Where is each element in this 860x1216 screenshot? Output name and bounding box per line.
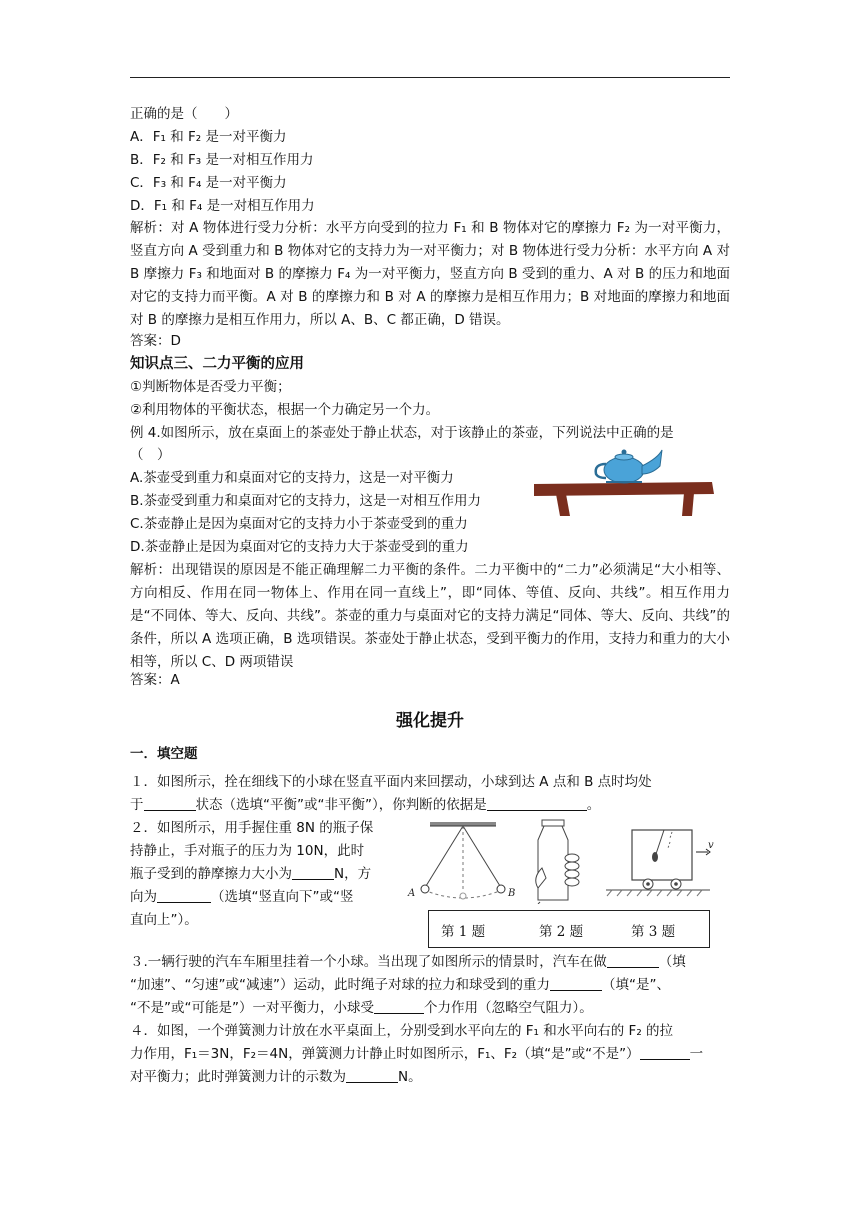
- header-rule: [130, 77, 730, 78]
- q2-text-4a: 向为: [130, 889, 157, 905]
- q2-text-3a: 瓶子受到的静摩擦力大小为: [130, 866, 292, 882]
- q3-text-1b: （填: [658, 954, 686, 970]
- bottle-figure: [528, 818, 584, 904]
- cart-figure: [604, 824, 714, 902]
- option-b: B．F₂ 和 F₃ 是一对相互作用力: [130, 152, 314, 168]
- q4-text-2a: 力作用，F₁＝3N，F₂＝4N，弹簧测力计静止时如图所示，F₁、F₂（填“是”或“不是”）: [130, 1046, 640, 1062]
- caption-q3: 第 3 题: [631, 924, 676, 940]
- example-4-option-a: A.茶壶受到重力和桌面对它的支持力，这是一对平衡力: [130, 470, 454, 486]
- example-4-paren: （ ）: [130, 447, 171, 463]
- section-title: 强化提升: [396, 711, 464, 731]
- section-3-point-1: ①判断物体是否受力平衡；: [130, 379, 291, 395]
- question-tail: 正确的是（ ）: [130, 106, 238, 122]
- option-c: C．F₃ 和 F₄ 是一对平衡力: [130, 175, 287, 191]
- q1-prefix: 于: [130, 797, 144, 813]
- section-3-title: 知识点三、二力平衡的应用: [130, 356, 304, 372]
- q4-line-1: ４．如图，一个弹簧测力计放在水平桌面上，分别受到水平向左的 F₁ 和水平向右的 F₂ 的拉: [130, 1023, 674, 1039]
- q1-line-2: [130, 795, 600, 815]
- q2-text-4b: （选填“竖直向下”或“竖: [211, 889, 354, 905]
- q2-line-2: 持静止，手对瓶子的压力为 10N，此时: [130, 843, 365, 859]
- q1-blank-2[interactable]: [487, 796, 587, 811]
- caption-q2: 第 2 题: [539, 924, 584, 940]
- q2-blank-2[interactable]: [157, 888, 211, 903]
- q4-line-3: [130, 1067, 422, 1087]
- section-3-point-2: ②利用物体的平衡状态，根据一个力确定另一个力。: [130, 402, 440, 418]
- example-4-option-b: B.茶壶受到重力和桌面对它的支持力，这是一对相互作用力: [130, 493, 482, 509]
- part-fill-in-title: 一．填空题: [130, 746, 198, 762]
- q3-line-3: [130, 998, 593, 1018]
- q3-line-1: [130, 952, 686, 972]
- caption-q1: 第 1 题: [441, 924, 486, 940]
- velocity-label: v: [708, 840, 714, 851]
- q1-end: 。: [586, 797, 601, 813]
- answer-1: 答案：D: [130, 333, 181, 349]
- q3-blank-2[interactable]: [550, 976, 602, 991]
- option-a: A．F₁ 和 F₂ 是一对平衡力: [130, 129, 287, 145]
- q3-text-2b: （填“是”、: [601, 977, 670, 993]
- q1-line-1: １．如图所示，拴在细线下的小球在竖直平面内来回摆动，小球到达 A 点和 B 点时均处: [130, 774, 652, 790]
- q2-line-5: 直向上”）。: [130, 912, 198, 928]
- q3-blank-3[interactable]: [374, 999, 424, 1014]
- q3-text-3a: “不是”或“可能是”）一对平衡力，小球受: [130, 1000, 374, 1016]
- q4-text-3b: N。: [398, 1069, 422, 1085]
- q3-blank-1[interactable]: [607, 953, 659, 968]
- pendulum-label-b: B: [508, 888, 516, 899]
- q2-line-1: ２．如图所示，用手握住重 8N 的瓶子保: [130, 820, 374, 836]
- q4-text-3a: 对平衡力；此时弹簧测力计的示数为: [130, 1069, 346, 1085]
- q2-blank-1[interactable]: [292, 865, 334, 880]
- q4-blank-1[interactable]: [640, 1045, 690, 1060]
- q2-line-3: [130, 864, 371, 884]
- analysis-1: 解析：对 A 物体进行受力分析：水平方向受到的拉力 F₁ 和 B 物体对它的摩擦力 F₂ 为一对平衡力，竖直方向 A 受到重力和 B 物体对它的支持力为一对平衡力；对 B 物体进行受力分析：水平方向 A 对 B 摩擦力 F₃ 和地面对 B 的摩擦力 F₄ 为一对平衡力，竖直方向 B 受到的重力、A 对 B 的压力和地面对它的支持力而平衡。A 对 B 的摩擦力和 B 对 A 的摩擦力是相互作用力；B 对地面的摩擦力和地面对 B 的摩擦力是相互作用力，所以 A、B、C 都正确，D 错误。: [130, 220, 730, 328]
- example-4-option-c: C.茶壶静止是因为桌面对它的支持力小于茶壶受到的重力: [130, 516, 468, 532]
- option-d: D．F₁ 和 F₄ 是一对相互作用力: [130, 198, 315, 214]
- q3-line-2: [130, 975, 670, 995]
- q3-text-2a: “加速”、“匀速”或“减速”）运动，此时绳子对球的拉力和球受到的重力: [130, 977, 550, 993]
- teapot-figure: [534, 444, 716, 518]
- q3-text-3b: 个力作用（忽略空气阻力）。: [423, 1000, 593, 1016]
- figure-caption-box: [428, 910, 710, 948]
- q4-line-2: [130, 1044, 703, 1064]
- pendulum-label-a: A: [408, 888, 416, 899]
- q4-text-2b: 一: [689, 1046, 704, 1062]
- q2-line-4: [130, 887, 353, 907]
- q1-blank-1[interactable]: [144, 796, 196, 811]
- q2-text-3b: N，方: [334, 866, 372, 882]
- example-4-answer: 答案：A: [130, 672, 180, 688]
- pendulum-figure: [402, 820, 520, 906]
- example-4-analysis: 解析：出现错误的原因是不能正确理解二力平衡的条件。二力平衡中的“二力”必须满足“大小相等、方向相反、作用在同一物体上、作用在同一直线上”，即“同体、等值、反向、共线”。相互作用力是“不同体、等大、反向、共线”。茶壶的重力与桌面对它的支持力满足“同体、等大、反向、共线”的条件，所以 A 选项正确，B 选项错误。茶壶处于静止状态，受到平衡力的作用，支持力和重力的大小相等，所以 C、D 两项错误: [130, 562, 730, 670]
- q4-blank-2[interactable]: [346, 1068, 398, 1083]
- q1-middle: 状态（选填“平衡”或“非平衡”），你判断的依据是: [195, 797, 487, 813]
- q3-text-1a: ３.一辆行驶的汽车车厢里挂着一个小球。当出现了如图所示的情景时，汽车在做: [130, 954, 607, 970]
- example-4-stem: 例 4.如图所示，放在桌面上的茶壶处于静止状态，对于该静止的茶壶，下列说法中正确的是: [130, 425, 674, 441]
- example-4-option-d: D.茶壶静止是因为桌面对它的支持力大于茶壶受到的重力: [130, 539, 469, 555]
